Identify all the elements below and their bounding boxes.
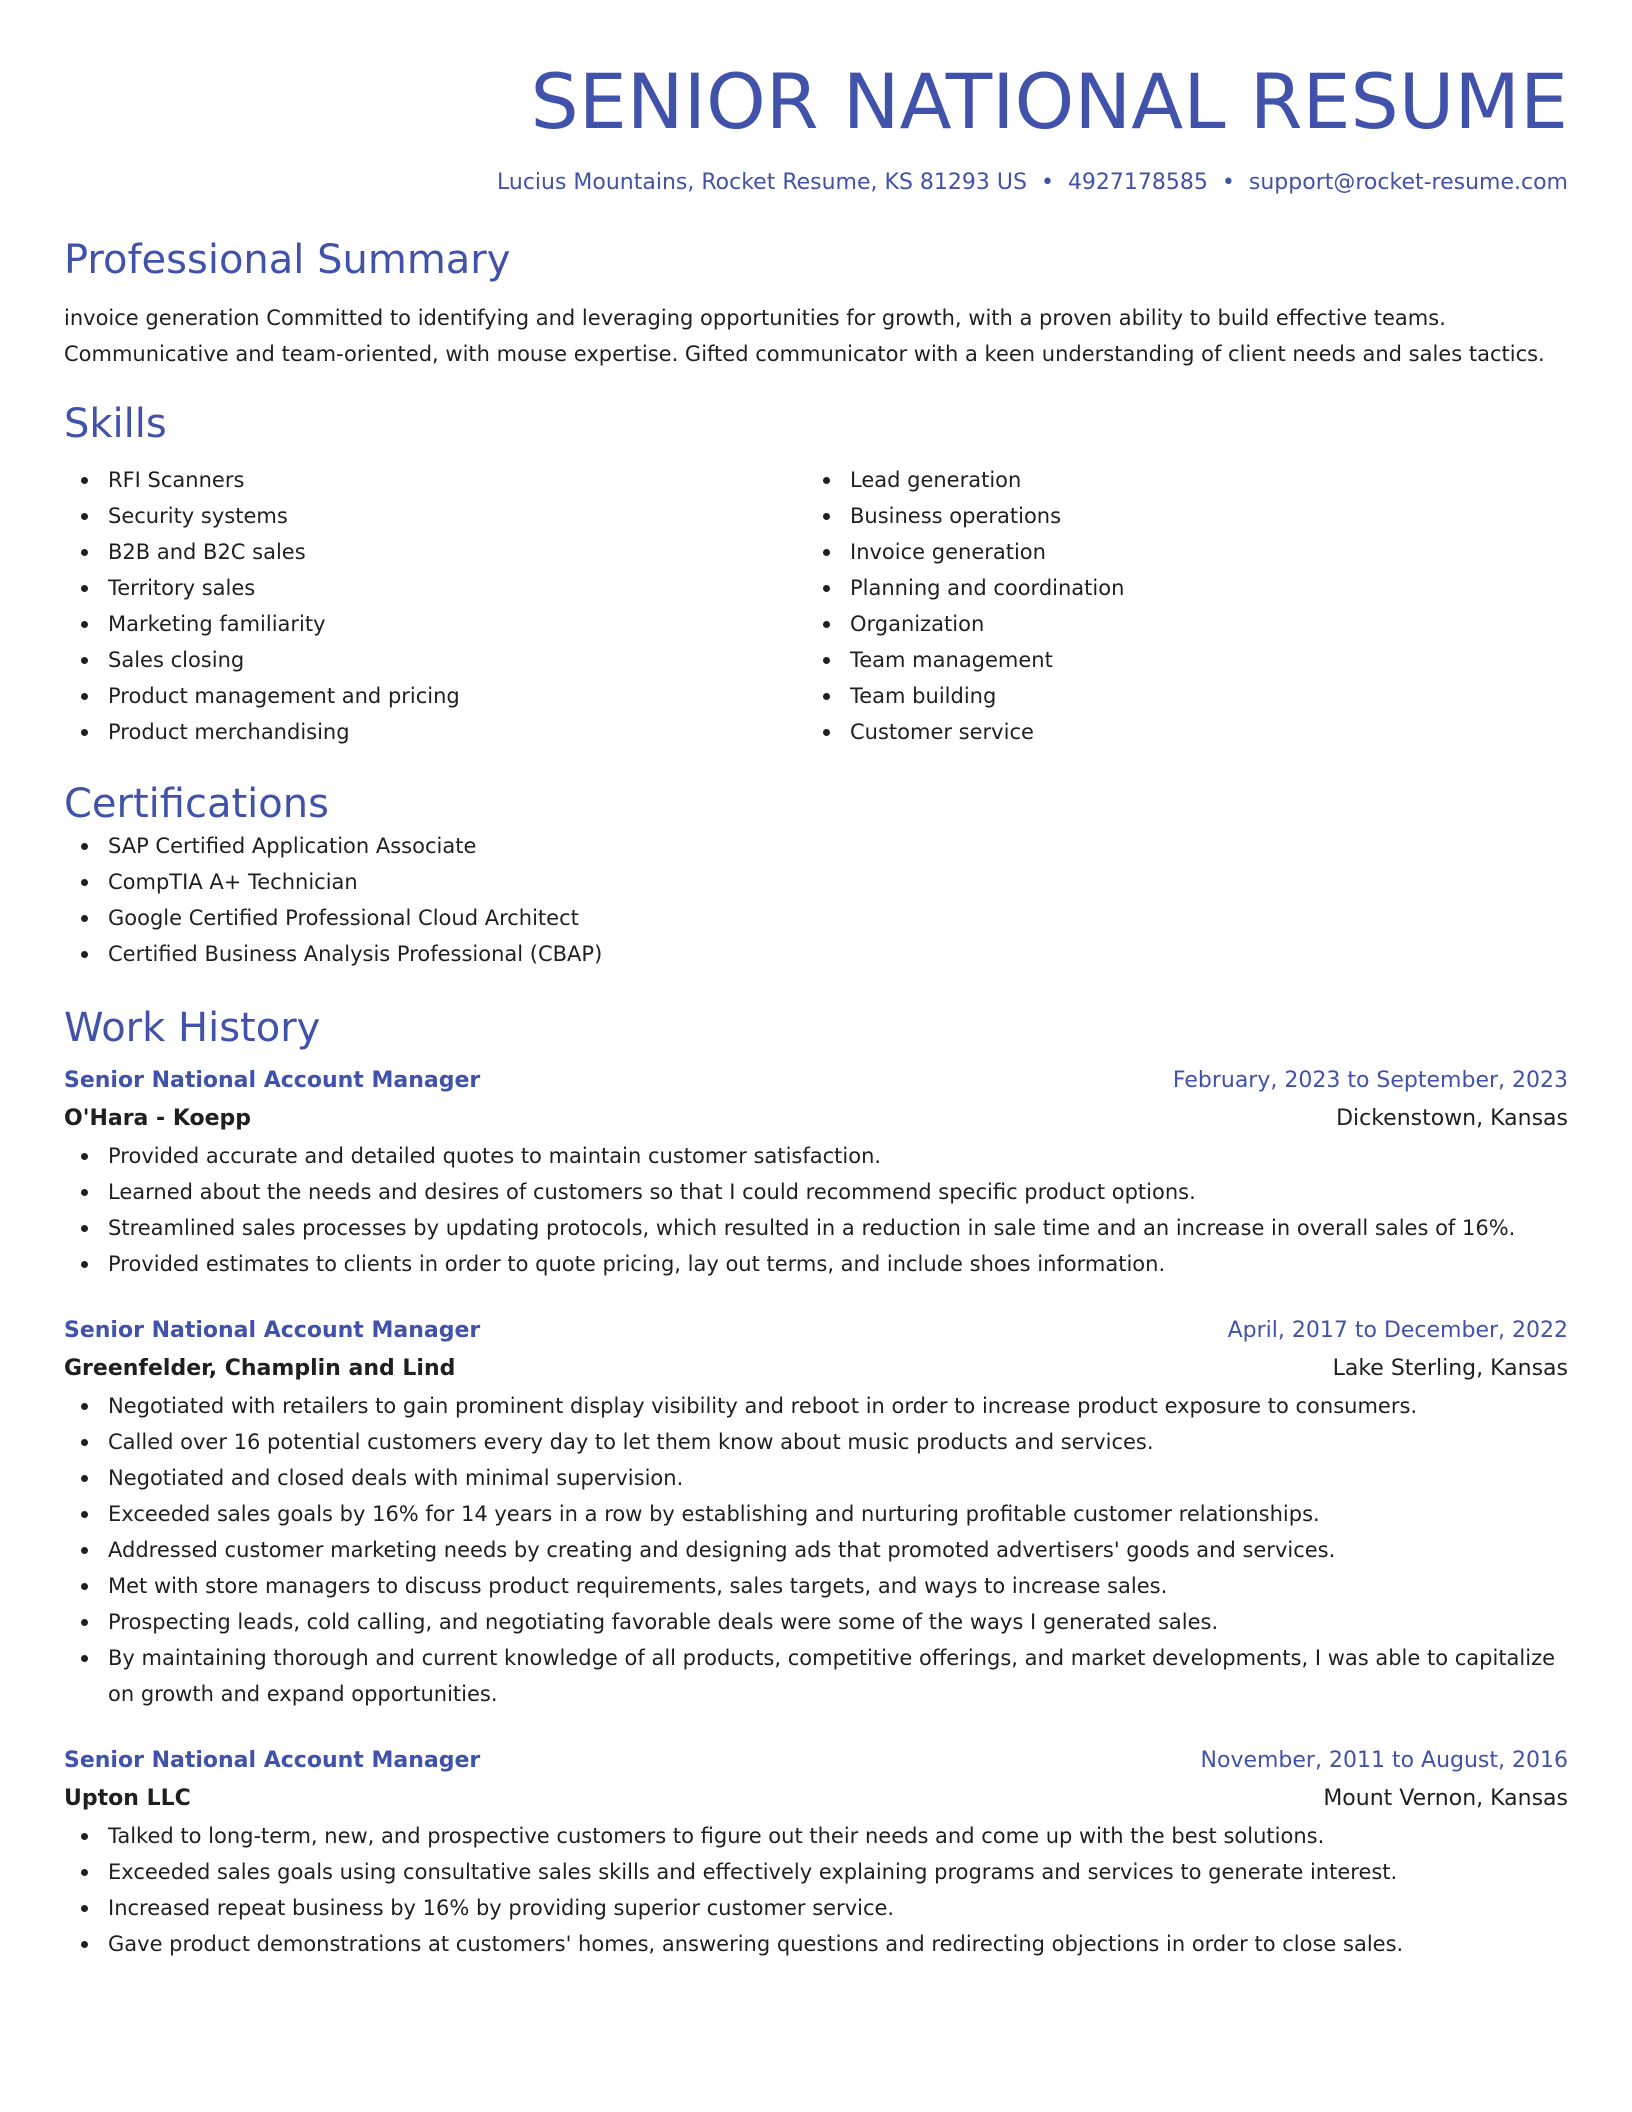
contact-address: Lucius Mountains, Rocket Resume, KS 81293 US xyxy=(497,170,1027,195)
job-bullet: Talked to long-term, new, and prospective customers to figure out their needs and come up with the best solutions. xyxy=(108,1818,1568,1854)
job-title: Senior National Account Manager xyxy=(64,1068,481,1093)
skill-item: Lead generation xyxy=(850,462,1548,498)
resume-page xyxy=(64,0,1568,1962)
skill-item: B2B and B2C sales xyxy=(108,534,806,570)
job-company: Greenfelder, Champlin and Lind xyxy=(64,1356,456,1381)
job-bullet: Exceeded sales goals using consultative sales skills and effectively explaining programs and services to generate interest. xyxy=(108,1854,1568,1890)
job-location: Lake Sterling, Kansas xyxy=(1332,1356,1568,1381)
job-header-row xyxy=(64,1062,1568,1100)
skill-item: Security systems xyxy=(108,498,806,534)
skill-item: Organization xyxy=(850,606,1548,642)
job-dates: February, 2023 to September, 2023 xyxy=(1172,1068,1568,1093)
job-company: O'Hara - Koepp xyxy=(64,1106,252,1131)
skills-heading: Skills xyxy=(64,401,167,447)
job-title: Senior National Account Manager xyxy=(64,1318,481,1343)
job-bullet: Negotiated and closed deals with minimal supervision. xyxy=(108,1460,1568,1496)
job-bullet: Called over 16 potential customers every day to let them know about music products and services. xyxy=(108,1424,1568,1460)
job-bullet: Gave product demonstrations at customers' homes, answering questions and redirecting objections in order to close sales. xyxy=(108,1926,1568,1962)
summary-text: invoice generation Committed to identifying and leveraging opportunities for growth, with a proven ability to build effective teams. Communicative and team-oriented, with mouse expertise. Gifted communicator with a keen understanding of client needs and sales tactics. xyxy=(64,306,1545,366)
job-bullet: Increased repeat business by 16% by providing superior customer service. xyxy=(108,1890,1568,1926)
certification-item: Google Certified Professional Cloud Architect xyxy=(108,900,1568,936)
skill-item: Invoice generation xyxy=(850,534,1548,570)
certifications-heading: Certifications xyxy=(64,781,329,827)
job-company-row xyxy=(64,1780,1568,1818)
job-bullet-list xyxy=(64,1138,1568,1282)
job-entry xyxy=(64,1062,1568,1282)
job-bullet: By maintaining thorough and current knowledge of all products, competitive offerings, and market developments, I was able to capitalize on growth and expand opportunities. xyxy=(108,1640,1568,1712)
job-bullet: Prospecting leads, cold calling, and negotiating favorable deals were some of the ways I generated sales. xyxy=(108,1604,1568,1640)
contact-separator: • xyxy=(1040,170,1054,195)
skill-item: Product management and pricing xyxy=(108,678,806,714)
skill-item: Product merchandising xyxy=(108,714,806,750)
skill-item: Marketing familiarity xyxy=(108,606,806,642)
skills-list-right xyxy=(806,462,1548,750)
job-entry xyxy=(64,1742,1568,1962)
job-bullet: Provided estimates to clients in order to quote pricing, lay out terms, and include shoes information. xyxy=(108,1246,1568,1282)
certification-item: CompTIA A+ Technician xyxy=(108,864,1568,900)
skill-item: Team building xyxy=(850,678,1548,714)
skills-list-left xyxy=(64,462,806,750)
job-bullet: Exceeded sales goals by 16% for 14 years in a row by establishing and nurturing profitable customer relationships. xyxy=(108,1496,1568,1532)
job-location: Mount Vernon, Kansas xyxy=(1323,1786,1568,1811)
skills-grid xyxy=(64,462,1568,750)
certification-item: Certified Business Analysis Professional (CBAP) xyxy=(108,936,1568,972)
skill-item: Business operations xyxy=(850,498,1548,534)
skills-column-right xyxy=(806,462,1548,750)
job-location: Dickenstown, Kansas xyxy=(1336,1106,1568,1131)
job-bullet: Negotiated with retailers to gain prominent display visibility and reboot in order to increase product exposure to consumers. xyxy=(108,1388,1568,1424)
summary-heading: Professional Summary xyxy=(64,237,511,283)
job-dates: November, 2011 to August, 2016 xyxy=(1200,1748,1568,1773)
job-company: Upton LLC xyxy=(64,1786,191,1811)
skill-item: Team management xyxy=(850,642,1548,678)
certifications-list xyxy=(64,828,1568,972)
job-company-row xyxy=(64,1350,1568,1388)
resume-name: SENIOR NATIONAL RESUME xyxy=(530,57,1568,146)
job-entry xyxy=(64,1312,1568,1712)
job-title: Senior National Account Manager xyxy=(64,1748,481,1773)
skill-item: Planning and coordination xyxy=(850,570,1548,606)
job-header-row xyxy=(64,1312,1568,1350)
job-bullet-list xyxy=(64,1818,1568,1962)
contact-line xyxy=(64,168,1568,198)
job-dates: April, 2017 to December, 2022 xyxy=(1227,1318,1568,1343)
job-bullet: Addressed customer marketing needs by creating and designing ads that promoted advertisers' goods and services. xyxy=(108,1532,1568,1568)
contact-phone: 4927178585 xyxy=(1067,170,1208,195)
skills-column-left xyxy=(64,462,806,750)
skill-item: RFI Scanners xyxy=(108,462,806,498)
work-history-heading: Work History xyxy=(64,1005,321,1051)
job-bullet: Met with store managers to discuss product requirements, sales targets, and ways to increase sales. xyxy=(108,1568,1568,1604)
contact-separator: • xyxy=(1221,170,1235,195)
skill-item: Customer service xyxy=(850,714,1548,750)
skill-item: Territory sales xyxy=(108,570,806,606)
job-bullet: Learned about the needs and desires of customers so that I could recommend specific product options. xyxy=(108,1174,1568,1210)
contact-email: support@rocket-resume.com xyxy=(1248,170,1568,195)
skill-item: Sales closing xyxy=(108,642,806,678)
job-bullet: Provided accurate and detailed quotes to maintain customer satisfaction. xyxy=(108,1138,1568,1174)
job-bullet: Streamlined sales processes by updating protocols, which resulted in a reduction in sale time and an increase in overall sales of 16%. xyxy=(108,1210,1568,1246)
job-bullet-list xyxy=(64,1388,1568,1712)
certification-item: SAP Certified Application Associate xyxy=(108,828,1568,864)
job-header-row xyxy=(64,1742,1568,1780)
job-company-row xyxy=(64,1100,1568,1138)
